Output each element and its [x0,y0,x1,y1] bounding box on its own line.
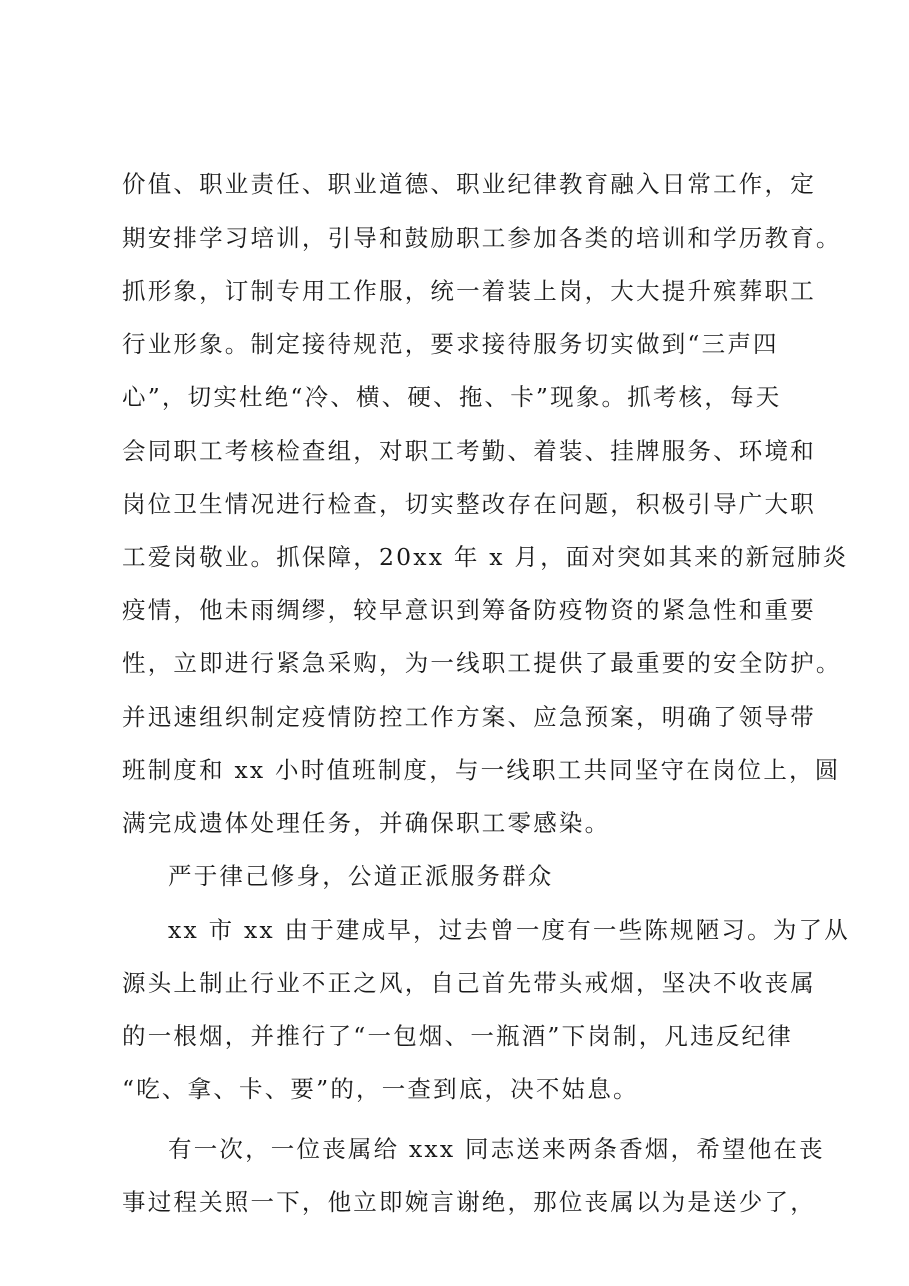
paragraph-line: 有一次，一位丧属给 xxx 同志送来两条香烟，希望他在丧 [168,1135,825,1163]
paragraph-line: 岗位卫生情况进行检查，切实整改存在问题，积极引导广大职 [122,490,816,518]
paragraph-line: “吃、拿、卡、要”的，一查到底，决不姑息。 [122,1075,639,1103]
paragraph-line: 会同职工考核检查组，对职工考勤、着装、挂牌服务、环境和 [122,437,816,465]
paragraph-line: 源头上制止行业不正之风，自己首先带头戒烟，坚决不收丧属 [122,969,816,997]
paragraph-line: 抓形象，订制专用工作服，统一着装上岗，大大提升殡葬职工 [122,277,816,305]
paragraph-line: 行业形象。制定接待规范，要求接待服务切实做到“三声四 [122,330,779,358]
paragraph-line: 并迅速组织制定疫情防控工作方案、应急预案，明确了领导带 [122,703,816,731]
paragraph-line: 工爱岗敬业。抓保障，20xx 年 x 月，面对突如其来的新冠肺炎 [122,543,849,571]
paragraph-line: xx 市 xx 由于建成早，过去曾一度有一些陈规陋习。为了从 [168,916,850,944]
paragraph-line: 事过程关照一下，他立即婉言谢绝，那位丧属以为是送少了， [122,1188,816,1216]
paragraph-line: 的一根烟，并推行了“一包烟、一瓶酒”下岗制，凡违反纪律 [122,1022,793,1050]
section-heading: 严于律己修身，公道正派服务群众 [168,862,554,890]
paragraph-line: 满完成遗体处理任务，并确保职工零感染。 [122,809,611,837]
paragraph-line: 班制度和 xx 小时值班制度，与一线职工共同坚守在岗位上，圆 [122,756,841,784]
paragraph-line: 性，立即进行紧急采购，为一线职工提供了最重要的安全防护。 [122,649,842,677]
paragraph-line: 心”，切实杜绝“冷、横、硬、拖、卡”现象。抓考核，每天 [122,383,782,411]
paragraph-line: 价值、职业责任、职业道德、职业纪律教育融入日常工作，定 [122,170,816,198]
paragraph-line: 疫情，他未雨绸缪，较早意识到筹备防疫物资的紧急性和重要 [122,596,816,624]
paragraph-line: 期安排学习培训，引导和鼓励职工参加各类的培训和学历教育。 [122,224,842,252]
